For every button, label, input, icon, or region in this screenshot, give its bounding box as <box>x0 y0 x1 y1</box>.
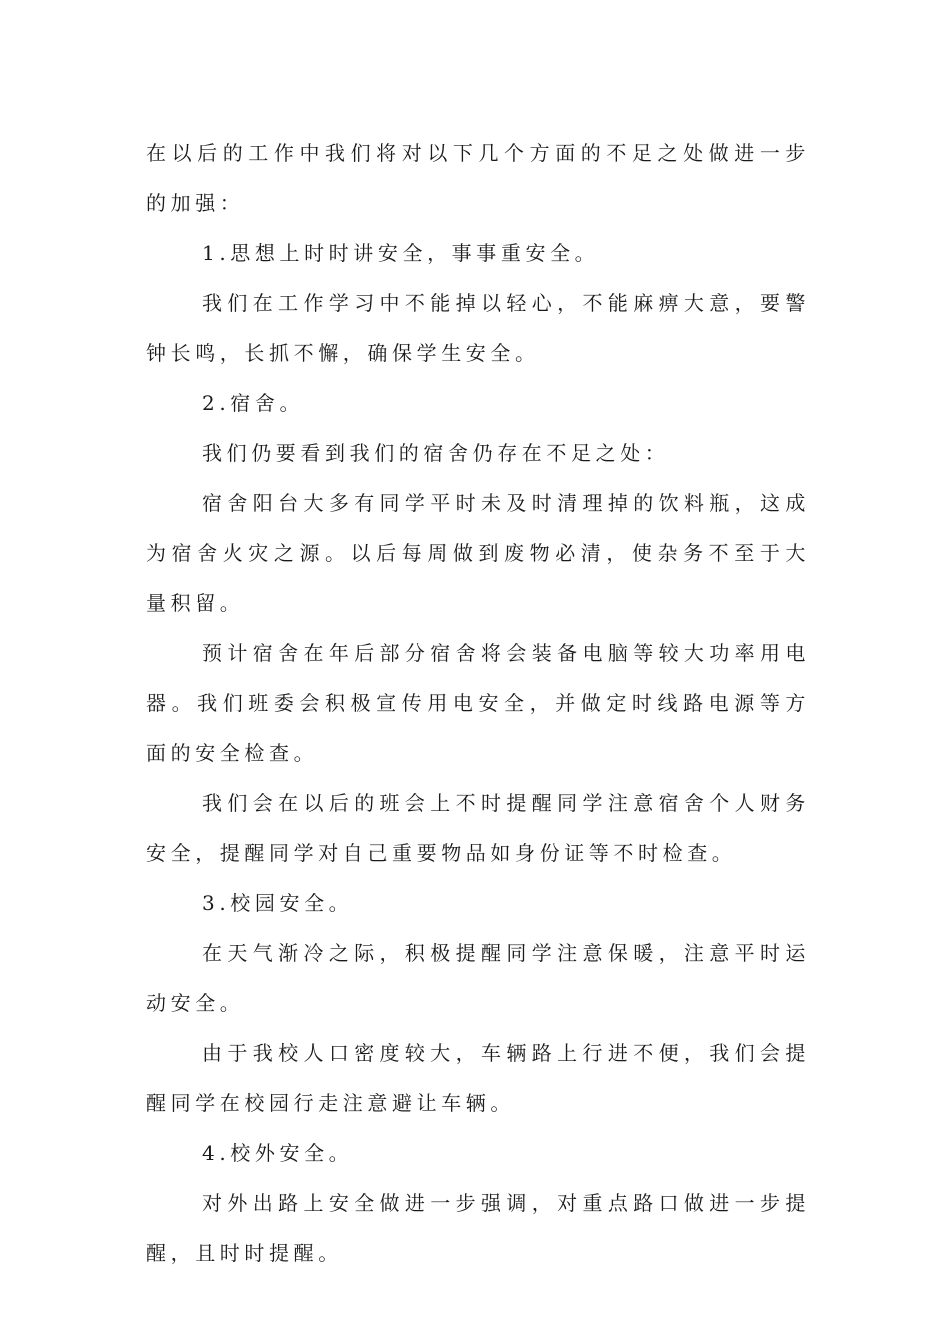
paragraph: 我们仍要看到我们的宿舍仍存在不足之处： <box>202 441 670 465</box>
paragraph: 预计宿舍在年后部分宿舍将会装备电脑等较大功率用电器。我们班委会积极宣传用电安全，并做定时线路电源等方面的安全检查。 <box>146 641 810 765</box>
paragraph: 在天气渐冷之际，积极提醒同学注意保暖，注意平时运动安全。 <box>146 941 810 1015</box>
paragraph: 由于我校人口密度较大，车辆路上行进不便，我们会提醒同学在校园行走注意避让车辆。 <box>146 1041 810 1115</box>
paragraph-heading-4: 4.校外安全。 <box>202 1141 354 1165</box>
paragraph: 对外出路上安全做进一步强调，对重点路口做进一步提醒，且时时提醒。 <box>146 1191 810 1265</box>
paragraph-heading-3: 3.校园安全。 <box>202 891 354 915</box>
paragraph: 我们在工作学习中不能掉以轻心，不能麻痹大意，要警钟长鸣，长抓不懈，确保学生安全。 <box>146 291 810 365</box>
paragraph-intro: 在以后的工作中我们将对以下几个方面的不足之处做进一步的加强： <box>146 141 810 215</box>
document-body <box>146 128 810 1278</box>
paragraph: 我们会在以后的班会上不时提醒同学注意宿舍个人财务安全，提醒同学对自己重要物品如身份证等不时检查。 <box>146 791 810 865</box>
paragraph: 宿舍阳台大多有同学平时未及时清理掉的饮料瓶，这成为宿舍火灾之源。以后每周做到废物必清，使杂务不至于大量积留。 <box>146 491 810 615</box>
paragraph-heading-1: 1.思想上时时讲安全，事事重安全。 <box>202 241 600 265</box>
paragraph-heading-2: 2.宿舍。 <box>202 391 305 415</box>
